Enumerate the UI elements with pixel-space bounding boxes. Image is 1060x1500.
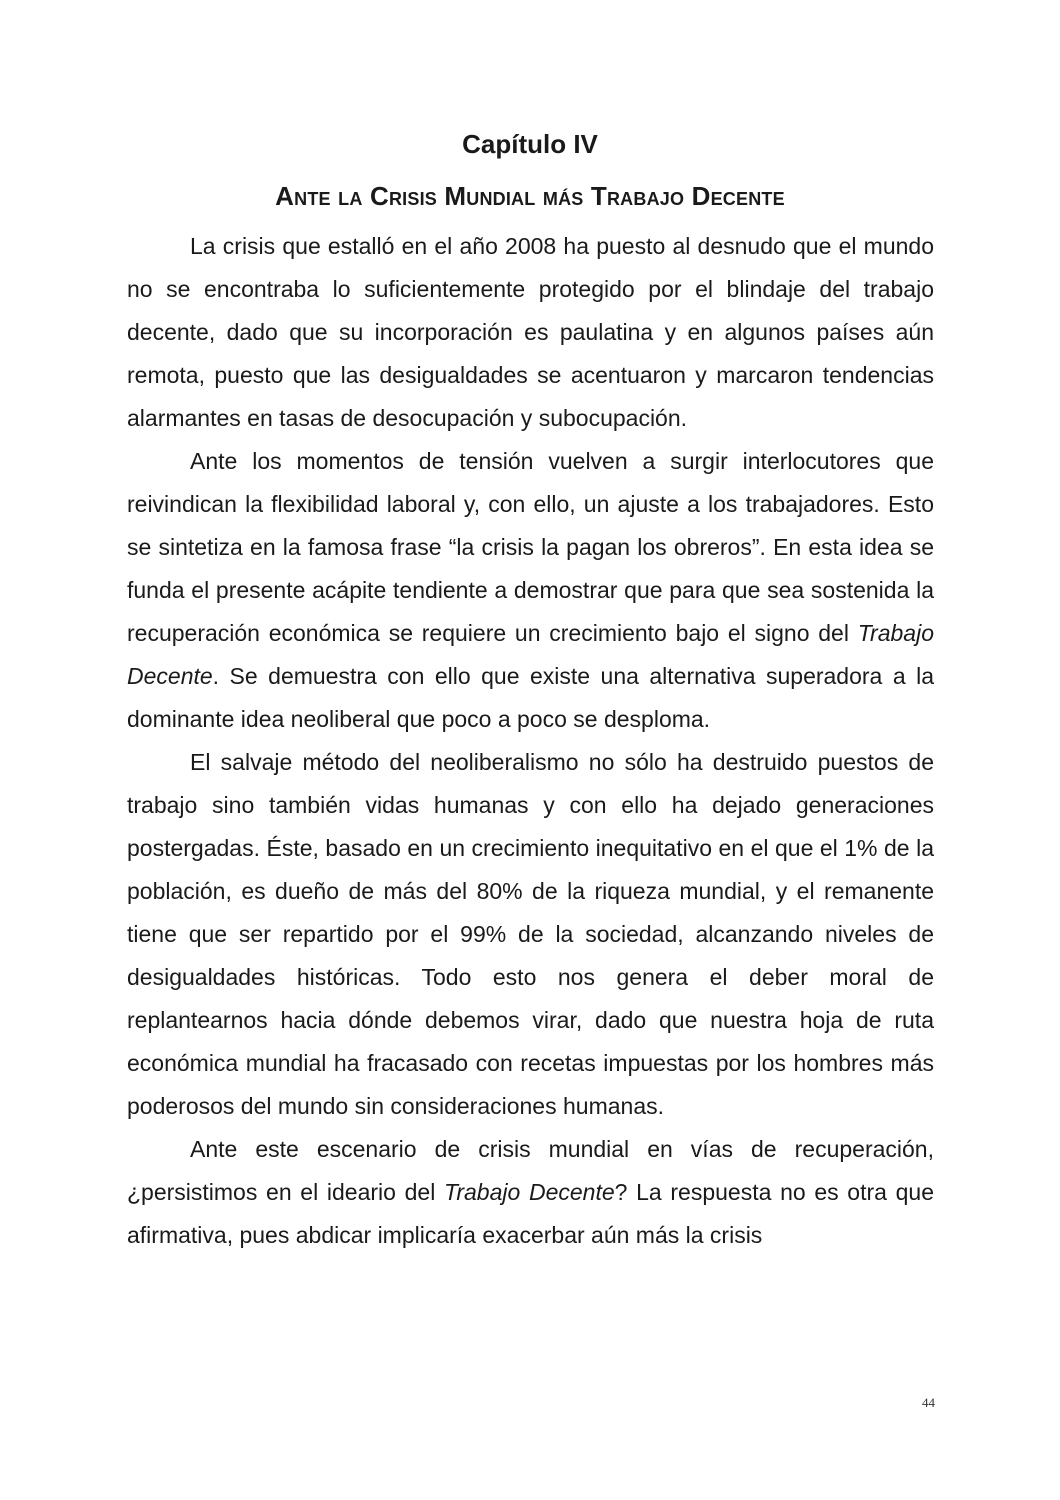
paragraph-text: Ante los momentos de tensión vuelven a surgir interlocutores que reivindican la flexibilidad laboral y, con ello, un ajuste a los trabajadores. Esto se sintetiza en la famosa frase “la crisis la pagan los obreros”. En esta idea se funda el presente acápite tendiente a demostrar que para que sea sostenida la recuperación económica se requiere un crecimiento bajo el signo del (127, 448, 934, 646)
paragraph-text: Ante este escenario de crisis mundial en vías de recuperación, ¿persistimos en el ideario del (127, 1136, 934, 1205)
paragraph-text: ? La respuesta no es otra que afirmativa, pues abdicar implicaría exacerbar aún más la crisis (127, 1179, 935, 1248)
body-text (127, 225, 934, 1257)
paragraph-text: La crisis que estalló en el año 2008 ha puesto al desnudo que el mundo no se encontraba lo suficientemente protegido por el blindaje del trabajo decente, dado que su incorporación es paulatina y en algunos países aún remota, puesto que las desigualdades se acentuaron y marcaron tendencias alarmantes en tasas de desocupación y subocupación. (127, 233, 934, 431)
italic-term: Trabajo Decente (444, 1179, 615, 1205)
page-number: 44 (922, 1395, 935, 1410)
paragraph-text: El salvaje método del neoliberalismo no sólo ha destruido puestos de trabajo sino también vidas humanas y con ello ha dejado generaciones postergadas. Éste, basado en un crecimiento inequitativo en el que el 1% de la población, es dueño de más del 80% de la riqueza mundial, y el remanente tiene que ser repartido por el 99% de la sociedad, alcanzando niveles de desigualdades históricas. Todo esto nos genera el deber moral de replantearnos hacia dónde debemos virar, dado que nuestra hoja de ruta económica mundial ha fracasado con recetas impuestas por los hombres más poderosos del mundo sin consideraciones humanas. (127, 749, 934, 1119)
paragraph-1 (127, 225, 934, 440)
paragraph-3 (127, 741, 934, 1128)
chapter-label: Capítulo IV (462, 129, 598, 159)
italic-term: Trabajo Decente (127, 620, 934, 689)
paragraph-text: . Se demuestra con ello que existe una alternativa superadora a la dominante idea neoliberal que poco a poco se desploma. (127, 663, 934, 732)
paragraph-4 (127, 1128, 934, 1257)
chapter-title: Ante la Crisis Mundial más Trabajo Decente (275, 181, 785, 211)
paragraph-2 (127, 440, 934, 741)
